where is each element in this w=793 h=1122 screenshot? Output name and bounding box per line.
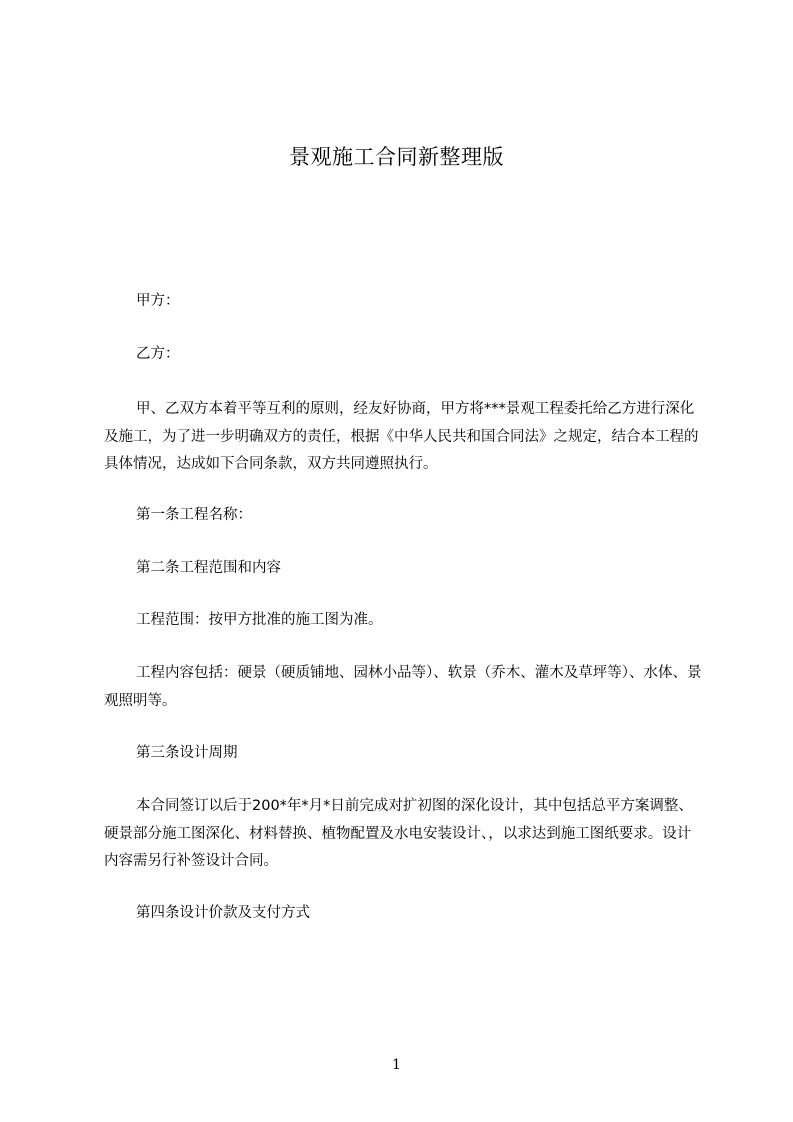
document-title: 景观施工合同新整理版	[289, 145, 504, 169]
intro-paragraph: 甲、乙双方本着平等互利的原则，经友好协商，甲方将***景观工程委托给乙方进行深化及施工，为了进一步明确双方的责任，根据《中华人民共和国合同法》之规定，结合本工程的具体情况，达成如下合同条款，双方共同遵照执行。	[104, 401, 699, 472]
page-number: 1	[392, 1057, 401, 1073]
article-3-body: 本合同签订以后于200*年*月*日前完成对扩初图的深化设计，其中包括总平方案调整、硬景部分施工图深化、材料替换、植物配置及水电安装设计、，以求达到施工图纸要求。设计内容需另行补签设计合同。	[104, 798, 693, 869]
party-b-line: 乙方：	[136, 346, 180, 362]
article-4-heading: 第四条设计价款及支付方式	[136, 905, 310, 921]
article-3-heading: 第三条设计周期	[136, 745, 238, 761]
article-1-heading: 第一条工程名称：	[136, 507, 252, 523]
party-a-line: 甲方：	[136, 293, 180, 309]
article-2-heading: 第二条工程范围和内容	[136, 560, 281, 576]
article-2-content: 工程内容包括：硬景（硬质铺地、园林小品等）、软景（乔木、灌木及草坪等）、水体、景观照明等。	[104, 665, 702, 709]
article-2-scope: 工程范围：按甲方批准的施工图为准。	[136, 612, 383, 628]
